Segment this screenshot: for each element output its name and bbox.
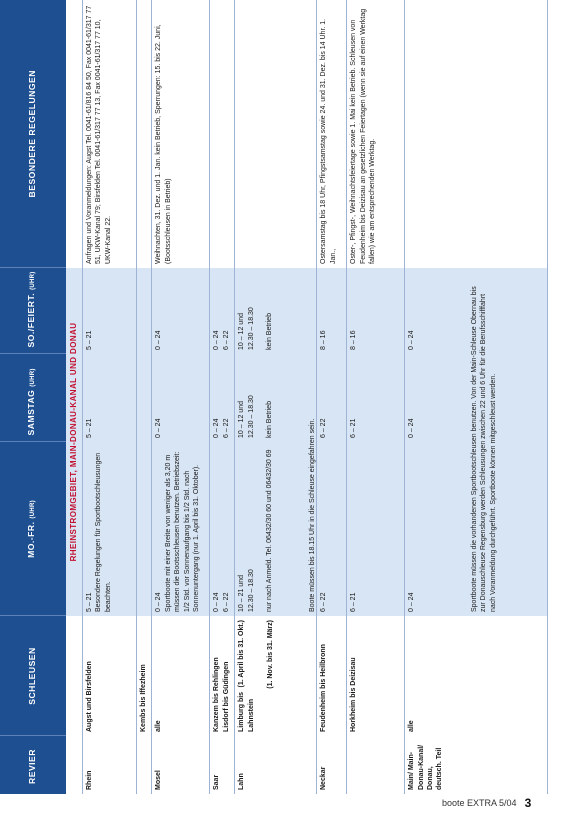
table-row-saar xyxy=(210,0,235,794)
mosel-note: Sportboote mit einer Breite von weniger als 3,20 m müssen die Bootsschleusen benutzen. Betriebszeit: 1/2 Std. vor Sonnenaufgang bis 1/2 Std. nach Sonnenuntergang (nur 1. April bis 31. Oktober). xyxy=(164,451,201,612)
revier-mosel: Mosel xyxy=(152,736,210,794)
rhein-note: Besondere Regelungen für Sportbootschleusungen beachten. xyxy=(95,452,112,612)
header-revier: REVIER xyxy=(0,736,66,794)
so-lahn: 10 – 12 und 12.30 – 18.30 kein Betrieb xyxy=(235,268,317,354)
header-mofr: MO.-FR. (UHR) xyxy=(0,442,66,616)
revier-neckar: Neckar xyxy=(317,736,347,794)
sa-rhein: 5 – 21 xyxy=(83,354,137,442)
sa-neckar-1: 6 – 22 xyxy=(317,354,347,442)
header-sofeiert: SO./FEIERT. (UHR) xyxy=(0,268,66,354)
revier-main: Main/ Main-Donau-Kanal/ Donau, deutsch. Teil xyxy=(405,736,548,794)
table-row-mosel xyxy=(152,0,210,794)
revier-saar: Saar xyxy=(210,736,235,794)
sa-neckar-2: 6 – 21 xyxy=(347,354,405,442)
mofr-lahn: 10 – 21 und 12.30 – 18.30 nur nach Anmeld. Tel. 06432/30 60 und 06432/30 69 xyxy=(235,442,317,616)
mofr-saar: 0 – 24 6 – 22 xyxy=(210,442,235,616)
revier-lahn: Lahn xyxy=(235,736,317,794)
section-row xyxy=(66,0,83,794)
schleuse-saar: Kanzem bis Rehlingen Lisdorf bis Güdingen xyxy=(210,616,235,736)
page-number: 3 xyxy=(524,796,532,810)
footer-publication: boote EXTRA 5/04 xyxy=(442,798,517,808)
mofr-mosel: 0 – 24 Sportboote mit einer Breite von weniger als 3,20 m müssen die Bootsschleusen benutzen. Betriebszeit: 1/2 Std. vor Sonnenaufgang bis 1/2 Std. nach Sonnenuntergang (nur 1. April bis 31. Oktober). xyxy=(152,442,210,616)
mofr-neckar-2: 6 – 21 xyxy=(347,442,405,616)
lahn-boat-note: Boote müssen bis 18.15 Uhr in die Schleuse eingefahren sein. xyxy=(309,418,316,612)
so-rhein: 5 – 21 xyxy=(83,268,137,354)
so-mosel: 0 – 24 xyxy=(152,268,210,354)
page-footer xyxy=(442,796,531,810)
mofr-rhein: 5 – 21 Besondere Regelungen für Sportbootschleusungen beachten. xyxy=(83,442,137,616)
so-saar: 0 – 24 6 – 22 xyxy=(210,268,235,354)
table-row-lahn xyxy=(235,0,317,794)
header-row xyxy=(0,0,66,794)
schleuse-augst: Augst und Birsfelden xyxy=(83,616,137,736)
bes-neckar-2: Oster-, Pfingst-, Weihnachtsfeiertage sowie 1. Mai kein Betrieb. Schleusen von Feudenheim bis Deizisau an gesetzlichen Feiertagen (wenn sie auf einen Werktag fallen) wie am entsprechenden Werktag. xyxy=(347,0,405,268)
sa-lahn: 10 – 12 und 12.30 – 18.30 kein Betrieb xyxy=(235,354,317,442)
header-samstag: SAMSTAG (UHR) xyxy=(0,354,66,442)
schleuse-lahn: Limburg bis (1. April bis 31. Okt.) Lahnstein (1. Nov. bis 31. März) xyxy=(235,616,317,736)
schleuse-main: alle xyxy=(405,616,548,736)
schleuse-feudenheim: Feudenheim bis Heilbronn xyxy=(317,616,347,736)
header-schleusen: SCHLEUSEN xyxy=(0,616,66,736)
bes-mosel: Weihnachten, 31. Dez. und 1. Jan. kein Betrieb, Sperrungen: 15. bis 22. Juni, (Bootsschleusen in Betrieb) xyxy=(152,0,210,268)
table-row-neckar-2 xyxy=(347,0,405,794)
sa-saar: 0 – 24 6 – 22 xyxy=(210,354,235,442)
sa-main: 0 – 24 xyxy=(405,354,548,442)
schleuse-kembs: Kembs bis Iffezheim xyxy=(137,616,152,736)
lahn-winter-mofr: nur nach Anmeld. Tel. 06432/30 60 und 06432/30 69 xyxy=(266,449,274,612)
so-neckar-2: 8 – 16 xyxy=(347,268,405,354)
section-title: RHEINSTROMGEBIET, MAIN-DONAU-KANAL UND DONAU xyxy=(66,268,83,616)
main-note: Sportboote müssen die vorhandenen Sportbootschleusen benutzen. Von der Main-Schleuse Obernau bis zur Donauschleuse Regensburg werden Schleusungen zwischen 22 und 6 Uhr für die Berufsschifffahrt nach Voranmeldung durchgeführt. Sportboote können mitgeschleust werden. xyxy=(471,286,497,612)
schleuse-mosel: alle xyxy=(152,616,210,736)
table-row-rhein-2 xyxy=(137,0,152,794)
mofr-main: 0 – 24 xyxy=(405,442,548,616)
lahn-period-winter: (1. Nov. bis 31. März) xyxy=(267,620,275,689)
so-main: 0 – 24 xyxy=(405,268,548,354)
mofr-neckar-1: 6 – 22 xyxy=(317,442,347,616)
header-besondere: BESONDERE REGELUNGEN xyxy=(0,0,66,268)
bes-rhein: Anfragen und Voranmeldungen: Augst Tel. 0041-61/816 84 50, Fax 0041-61/317 77 51, UKW-Kanal 79; Birsfelden Tel. 0041-61/317 77 13, Fax 0041-61/317 77 10, UKW-Kanal 22. xyxy=(83,0,137,268)
table-row-neckar xyxy=(317,0,347,794)
lahn-period-summer: (1. April bis 31. Okt.) xyxy=(238,620,246,688)
revier-rhein: Rhein xyxy=(83,736,137,794)
table-row-rhein xyxy=(83,0,137,794)
sa-mosel: 0 – 24 xyxy=(152,354,210,442)
so-neckar-1: 8 – 16 xyxy=(317,268,347,354)
schleuse-horkheim: Horkheim bis Deizisau xyxy=(347,616,405,736)
bes-neckar-1: Ostersamstag bis 18 Uhr, Pfingstsamstag sowie 24. und 31. Dez. bis 14 Uhr. 1. Jan., xyxy=(317,0,347,268)
